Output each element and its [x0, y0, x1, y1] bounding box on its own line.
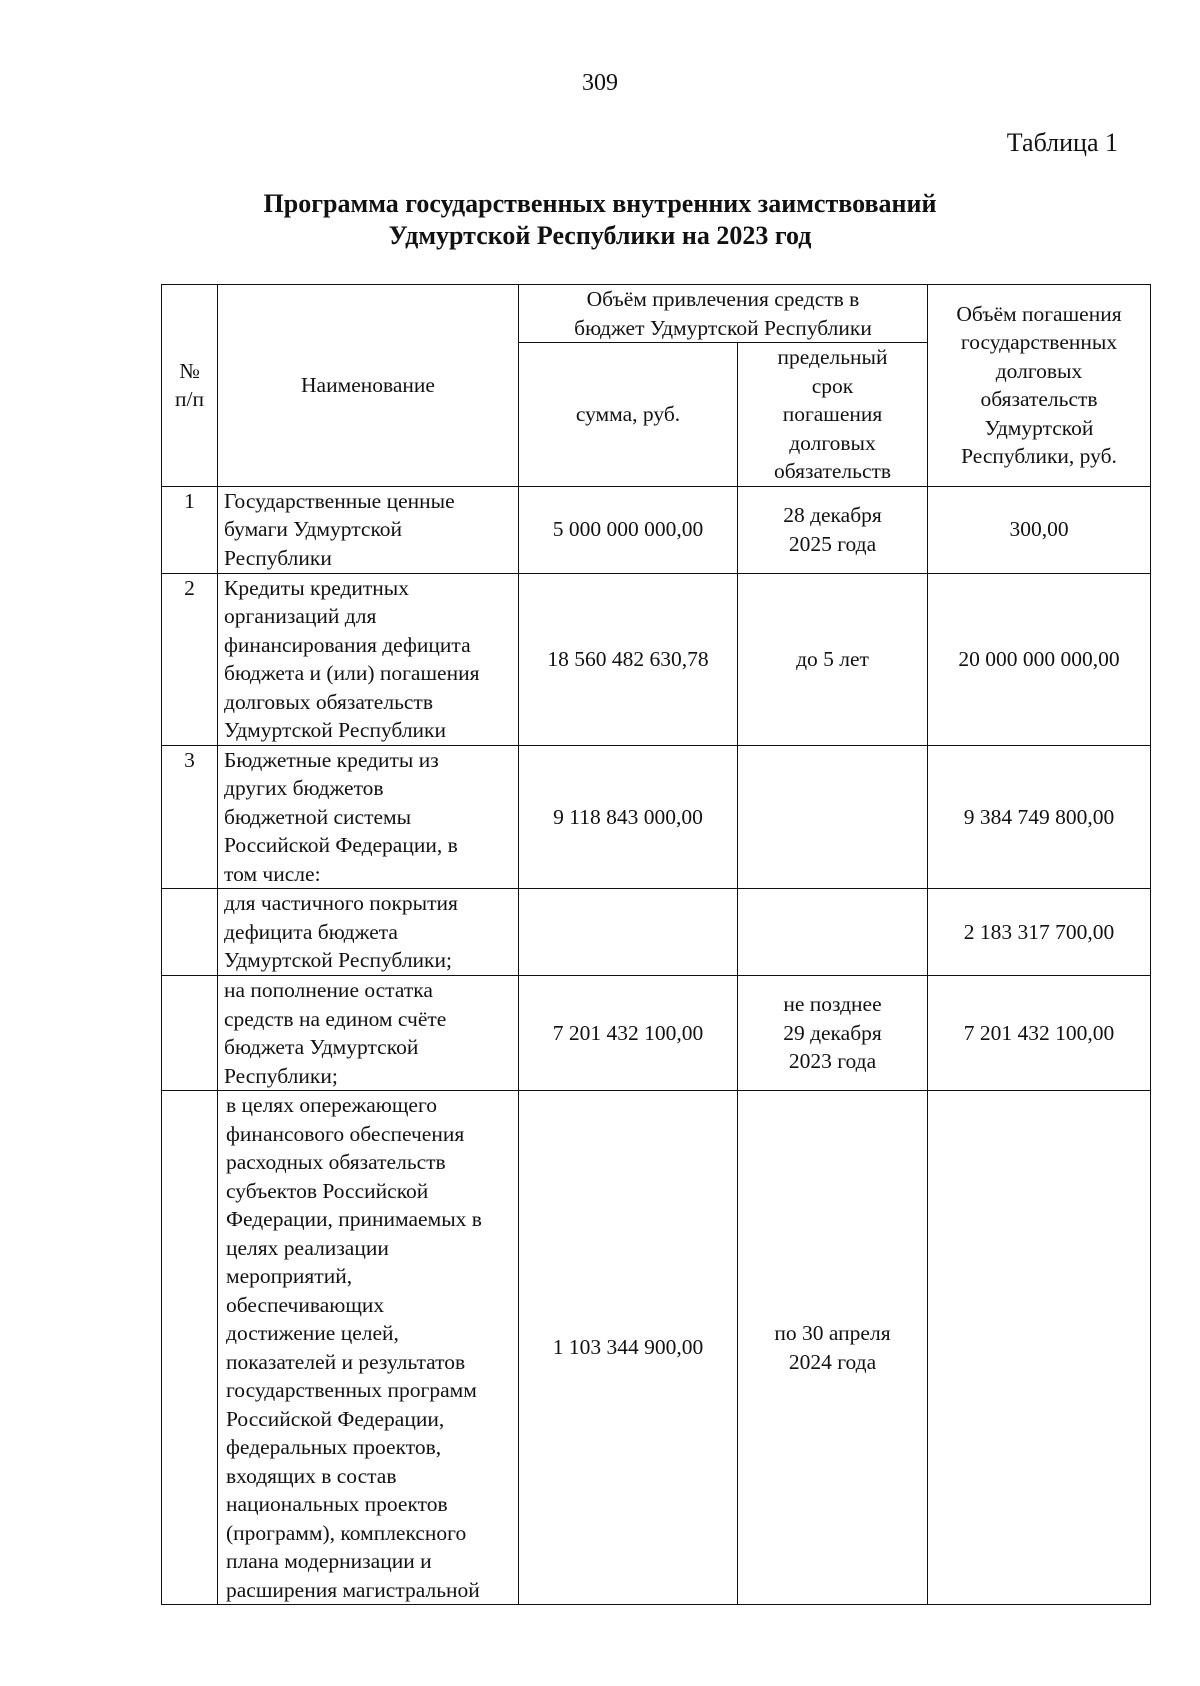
row-repayment: 300,00 — [928, 486, 1151, 573]
row-term: 28 декабря 2025 года — [738, 486, 928, 573]
row-num — [162, 1091, 218, 1605]
row-repayment: 2 183 317 700,00 — [928, 889, 1151, 976]
table-header-row — [162, 285, 1151, 343]
header-name: Наименование — [218, 285, 519, 487]
row-sum: 18 560 482 630,78 — [519, 573, 738, 745]
borrowing-program-table — [161, 284, 1151, 1605]
page-number: 309 — [582, 70, 618, 96]
title-line-1: Программа государственных внутренних заимствований — [263, 189, 937, 218]
header-attraction-group: Объём привлечения средств в бюджет Удмуртской Республики — [519, 285, 928, 343]
header-repayment: Объём погашения государственных долговых обязательств Удмуртской Республики, руб. — [928, 285, 1151, 487]
row-sum: 7 201 432 100,00 — [519, 976, 738, 1091]
header-term: предельный срок погашения долговых обязательств — [738, 343, 928, 487]
row-num — [162, 976, 218, 1091]
table-row — [162, 976, 1151, 1091]
row-name: Государственные ценные бумаги Удмуртской Республики — [218, 486, 519, 573]
row-num: 3 — [162, 745, 218, 889]
document-title — [150, 188, 1050, 252]
row-sum: 1 103 344 900,00 — [519, 1091, 738, 1605]
row-name: Кредиты кредитных организаций для финансирования дефицита бюджета и (или) погашения долговых обязательств Удмуртской Республики — [218, 573, 519, 745]
row-name: в целях опережающего финансового обеспечения расходных обязательств субъектов Российской Федерации, принимаемых в целях реализации мероприятий, обеспечивающих достижение целей, показателей и результатов государственных программ Российской Федерации, федеральных проектов, входящих в состав национальных проектов (программ), комплексного плана модернизации и расширения магистральной — [218, 1091, 519, 1605]
row-repayment: 20 000 000 000,00 — [928, 573, 1151, 745]
table-row — [162, 889, 1151, 976]
row-repayment: 7 201 432 100,00 — [928, 976, 1151, 1091]
row-term: до 5 лет — [738, 573, 928, 745]
row-num: 1 — [162, 486, 218, 573]
title-line-2: Удмуртской Республики на 2023 год — [388, 221, 812, 250]
row-name: на пополнение остатка средств на едином счёте бюджета Удмуртской Республики; — [218, 976, 519, 1091]
table-row — [162, 486, 1151, 573]
row-repayment — [928, 1091, 1151, 1605]
row-sum: 5 000 000 000,00 — [519, 486, 738, 573]
table-row — [162, 1091, 1151, 1605]
row-term: по 30 апреля 2024 года — [738, 1091, 928, 1605]
table-label: Таблица 1 — [1006, 128, 1118, 157]
row-name: Бюджетные кредиты из других бюджетов бюджетной системы Российской Федерации, в том числе: — [218, 745, 519, 889]
header-sum: сумма, руб. — [519, 343, 738, 487]
row-term — [738, 745, 928, 889]
row-term — [738, 889, 928, 976]
row-term: не позднее 29 декабря 2023 года — [738, 976, 928, 1091]
row-name: для частичного покрытия дефицита бюджета Удмуртской Республики; — [218, 889, 519, 976]
row-sum — [519, 889, 738, 976]
table-row — [162, 573, 1151, 745]
row-sum: 9 118 843 000,00 — [519, 745, 738, 889]
table-row — [162, 745, 1151, 889]
row-repayment: 9 384 749 800,00 — [928, 745, 1151, 889]
header-num: № п/п — [162, 285, 218, 487]
row-num: 2 — [162, 573, 218, 745]
row-num — [162, 889, 218, 976]
